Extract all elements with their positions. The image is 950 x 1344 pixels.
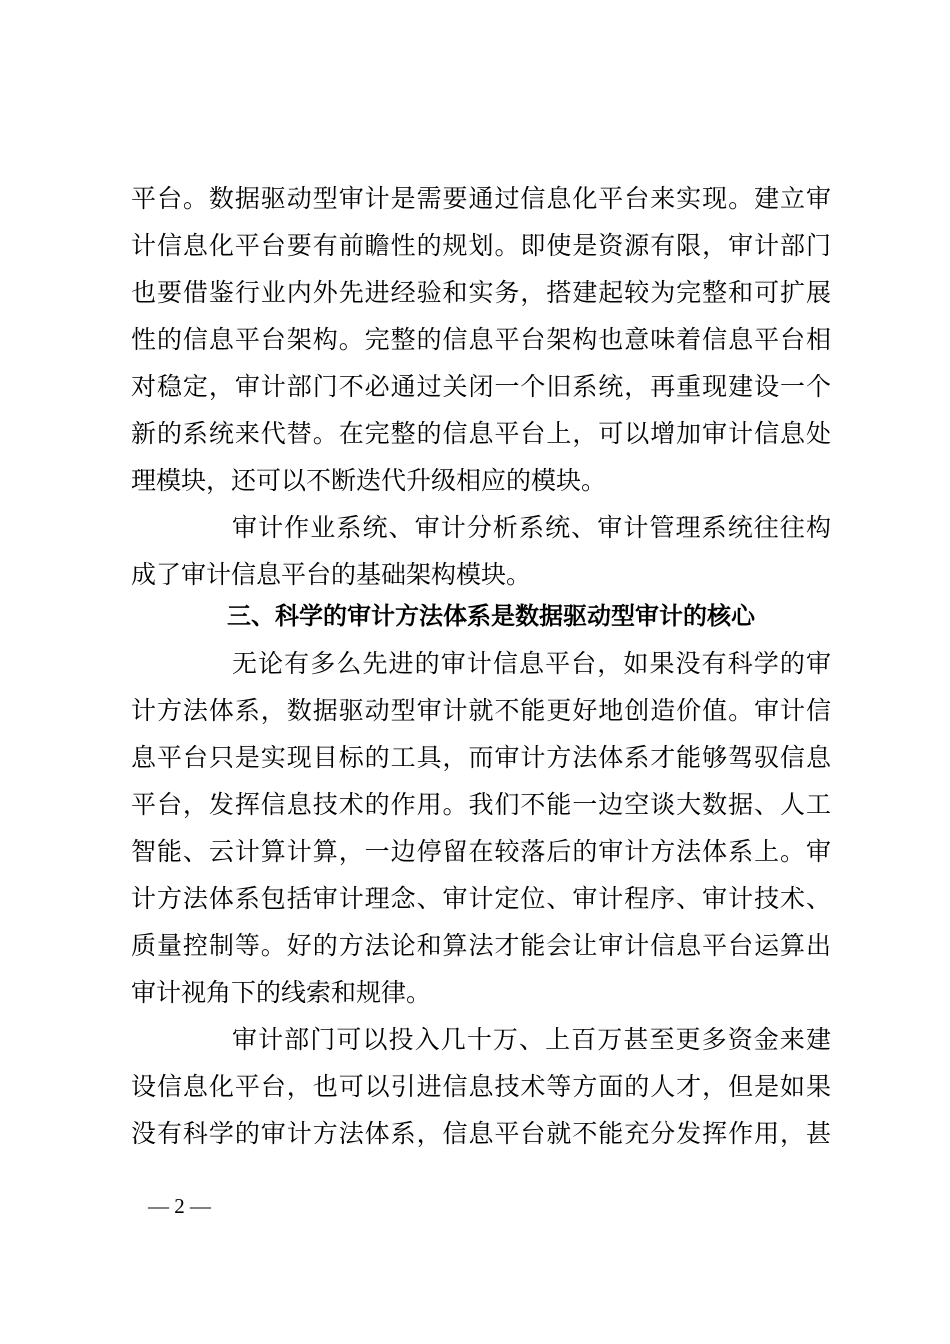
paragraph-4-line-3: 没有科学的审计方法体系，信息平台就不能充分发挥作用，甚 bbox=[131, 1119, 831, 1148]
paragraph-3-line-7: 质量控制等。好的方法论和算法才能会让审计信息平台运算出 bbox=[131, 931, 831, 960]
paragraph-1-line-5: 对稳定，审计部门不必通过关闭一个旧系统，再重现建设一个 bbox=[131, 372, 831, 401]
paragraph-1-line-3: 也要借鉴行业内外先进经验和实务，搭建起较为完整和可扩展 bbox=[131, 278, 831, 307]
paragraph-1-line-6: 新的系统来代替。在完整的信息平台上，可以增加审计信息处 bbox=[131, 419, 831, 448]
paragraph-2-line-1: 审计作业系统、审计分析系统、审计管理系统往往构 bbox=[232, 513, 831, 542]
section-heading: 三、科学的审计方法体系是数据驱动型审计的核心 bbox=[227, 602, 755, 630]
paragraph-3-line-2: 计方法体系，数据驱动型审计就不能更好地创造价值。审计信 bbox=[131, 696, 831, 725]
paragraph-1-line-1: 平台。数据驱动型审计是需要通过信息化平台来实现。建立审 bbox=[131, 184, 831, 213]
page-number: — 2 — bbox=[148, 1194, 211, 1218]
paragraph-2-line-2: 成了审计信息平台的基础架构模块。 bbox=[131, 560, 532, 589]
paragraph-1-line-2: 计信息化平台要有前瞻性的规划。即使是资源有限，审计部门 bbox=[131, 231, 831, 260]
paragraph-3-line-6: 计方法体系包括审计理念、审计定位、审计程序、审计技术、 bbox=[131, 884, 831, 913]
paragraph-1-line-4: 性的信息平台架构。完整的信息平台架构也意味着信息平台相 bbox=[131, 325, 831, 354]
paragraph-3-line-1: 无论有多么先进的审计信息平台，如果没有科学的审 bbox=[232, 649, 831, 678]
paragraph-3-line-3: 息平台只是实现目标的工具，而审计方法体系才能够驾驭信息 bbox=[131, 743, 831, 772]
paragraph-4-line-1: 审计部门可以投入几十万、上百万甚至更多资金来建 bbox=[232, 1025, 831, 1054]
paragraph-1-line-7: 理模块，还可以不断迭代升级相应的模块。 bbox=[131, 466, 607, 495]
paragraph-3-line-5: 智能、云计算计算，一边停留在较落后的审计方法体系上。审 bbox=[131, 837, 831, 866]
paragraph-4-line-2: 设信息化平台，也可以引进信息技术等方面的人才，但是如果 bbox=[131, 1072, 831, 1101]
paragraph-3-line-8: 审计视角下的线索和规律。 bbox=[131, 978, 432, 1007]
paragraph-3-line-4: 平台，发挥信息技术的作用。我们不能一边空谈大数据、人工 bbox=[131, 790, 831, 819]
